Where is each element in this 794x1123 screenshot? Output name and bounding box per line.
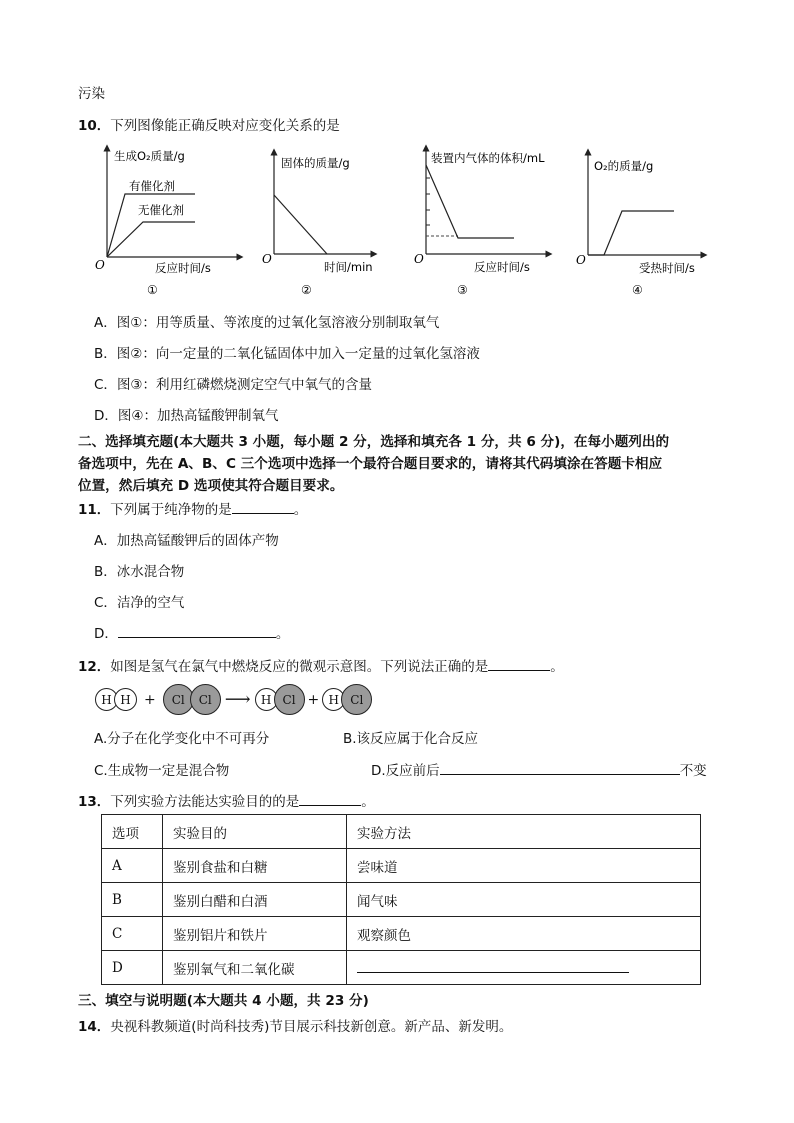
continued-text: 污染 [78,86,105,102]
table-cell: A [102,849,163,883]
graph-3 [414,142,564,306]
graph-index: ④ [632,283,643,297]
reaction-diagram [95,684,372,715]
x-label: 反应时间/s [155,261,211,275]
question-14 [78,1015,512,1035]
table-cell: 鉴别食盐和白糖 [163,849,347,883]
y-label: 生成O₂质量/g [114,149,185,163]
y-ticks [426,178,430,225]
option-a[interactable]: A．图①：用等质量、等浓度的过氧化氢溶液分别制取氧气 [94,315,440,331]
table-header: 选项 [102,815,163,849]
table-cell: B [102,883,163,917]
option-c[interactable]: C．图③：利用红磷燃烧测定空气中氧气的含量 [94,377,373,393]
section-3-title: 三、填空与说明题(本大题共 4 小题，共 23 分) [78,993,369,1009]
x-label: 时间/min [324,260,373,274]
data-line [274,195,327,254]
answer-blank[interactable] [440,760,680,775]
graph-1 [95,142,245,306]
cl2-molecule [163,684,221,715]
table-cell: 鉴别氧气和二氧化碳 [163,951,347,985]
hcl-molecule [322,684,372,715]
table-row [102,883,701,917]
table-header-row [102,815,701,849]
question-stem: 央视科教频道(时尚科技秀)节目展示科技新创意。新产品、新发明。 [110,1019,513,1035]
hydrogen-atom: H [322,688,345,711]
question-12: 12．如图是氢气在氯气中燃烧反应的微观示意图。下列说法正确的是 。 [78,655,564,675]
answer-blank[interactable] [232,499,294,514]
option-b[interactable]: B．图②：向一定量的二氧化锰固体中加入一定量的过氧化氢溶液 [94,346,480,362]
table-cell: D [102,951,163,985]
question-stem: 下列实验方法能达实验目的的是 [110,794,300,810]
table-row [102,951,701,985]
graph-4 [576,142,716,306]
plus-sign: + [144,691,156,708]
h2-molecule [95,688,137,711]
y-label: 固体的质量/g [281,156,350,170]
answer-blank[interactable] [118,623,276,638]
plus-sign: + [307,691,320,708]
question-13: 13．下列实验方法能达实验目的的是 。 [78,790,375,810]
table-header: 实验方法 [347,815,701,849]
table-cell: 闻气味 [347,883,701,917]
chlorine-atom: Cl [190,684,221,715]
origin-label: O [576,253,586,267]
question-number: 12． [78,659,111,675]
graph-index: ② [301,283,312,297]
q11-option-c[interactable]: C．洁净的空气 [94,595,185,611]
y-label: O₂的质量/g [594,159,654,173]
answer-blank[interactable] [299,791,361,806]
hydrogen-atom: H [114,688,137,711]
graph-index: ③ [457,283,468,297]
x-label: 受热时间/s [639,261,695,275]
hydrogen-atom: H [95,688,118,711]
question-number: 10． [78,118,111,134]
question-number: 14． [78,1019,111,1035]
table-cell: 尝味道 [347,849,701,883]
hcl-molecule [255,684,305,715]
q12-option-b[interactable]: B.该反应属于化合反应 [343,731,479,747]
answer-blank[interactable] [357,958,629,973]
question-stem: 如图是氢气在氯气中燃烧反应的微观示意图。下列说法正确的是 [110,659,489,675]
origin-label: O [414,252,424,266]
line-without-catalyst [107,222,195,257]
question-11: 11．下列属于纯净物的是 。 [78,498,307,518]
q11-option-b[interactable]: B．冰水混合物 [94,564,185,580]
table-row [102,917,701,951]
section-2-line-3: 位置，然后填充 D 选项使其符合题目要求。 [78,478,344,494]
table-cell-blank[interactable] [347,951,701,985]
q12-option-c[interactable]: C.生成物一定是混合物 [94,763,230,779]
table-cell: 鉴别铝片和铁片 [163,917,347,951]
table-cell: 鉴别白醋和白酒 [163,883,347,917]
q12-option-a[interactable]: A.分子在化学变化中不可再分 [94,731,270,747]
line-label-no-catalyst: 无催化剂 [138,203,184,217]
hydrogen-atom: H [255,688,278,711]
question-10 [78,114,340,134]
data-line [426,165,514,238]
q11-option-d[interactable]: D． 。 [94,622,289,642]
chlorine-atom: Cl [341,684,372,715]
table-header: 实验目的 [163,815,347,849]
answer-blank[interactable] [488,656,550,671]
data-line [588,211,674,255]
reaction-arrow: ⟶ [224,689,251,710]
section-2-line-1: 二、选择填充题(本大题共 3 小题，每小题 2 分，选择和填充各 1 分，共 6 分)，在每小题列出的 [78,434,670,450]
origin-label: O [95,258,105,272]
option-d[interactable]: D．图④：加热高锰酸钾制氧气 [94,408,279,424]
question-stem: 下列属于纯净物的是 [110,502,232,518]
experiment-table [101,814,701,985]
origin-label: O [262,252,272,266]
chlorine-atom: Cl [163,684,194,715]
q11-option-a[interactable]: A．加热高锰酸钾后的固体产物 [94,533,279,549]
line-label-catalyst: 有催化剂 [129,179,175,193]
graph-index: ① [147,283,158,297]
y-label: 装置内气体的体积/mL [431,151,545,165]
table-cell: C [102,917,163,951]
chlorine-atom: Cl [274,684,305,715]
question-number: 11． [78,502,111,518]
question-stem: 下列图像能正确反映对应变化关系的是 [110,118,340,134]
table-row [102,849,701,883]
question-number: 13． [78,794,111,810]
table-cell: 观察颜色 [347,917,701,951]
graph-2 [262,142,392,306]
x-label: 反应时间/s [474,260,530,274]
section-2-line-2: 备选项中，先在 A、B、C 三个选项中选择一个最符合题目要求的，请将其代码填涂在答题卡相应 [78,456,663,472]
q12-option-d[interactable]: D.反应前后 不变 [371,759,707,779]
